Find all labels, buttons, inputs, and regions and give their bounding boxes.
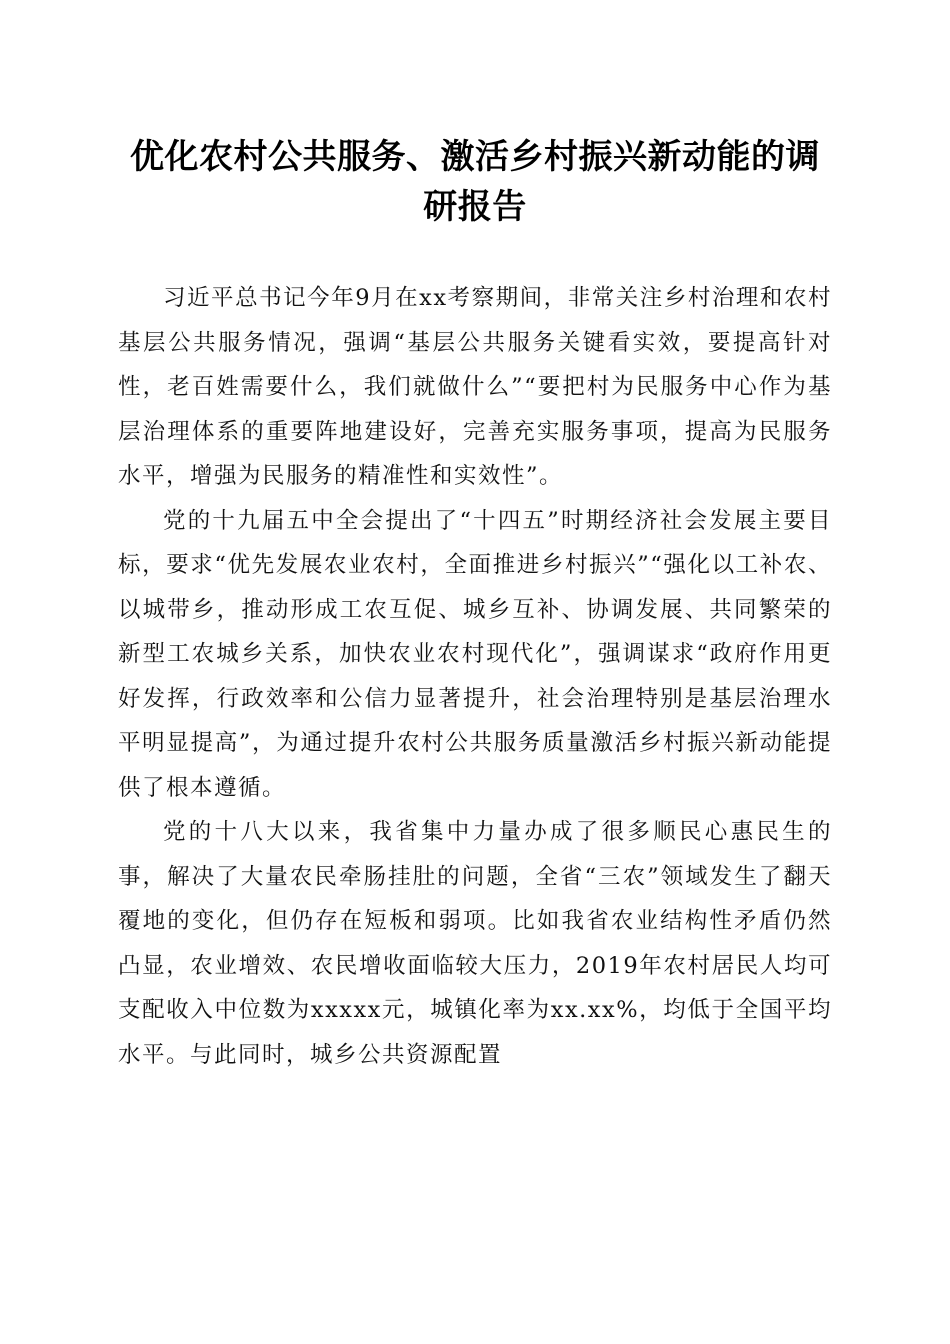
paragraph-2: 党的十九届五中全会提出了“十四五”时期经济社会发展主要目标，要求“优先发展农业农村，全面推进乡村振兴”“强化以工补农、以城带乡，推动形成工农互促、城乡互补、协调发展、共同繁荣的新型工农城乡关系，加快农业农村现代化”，强调谋求“政府作用更好发挥，行政效率和公信力显著提升，社会治理特别是基层治理水平明显提高”，为通过提升农村公共服务质量激活乡村振兴新动能提供了根本遵循。 (118, 507, 832, 801)
document-title: 优化农村公共服务、激活乡村振兴新动能的调研报告 (130, 137, 820, 227)
document-body (118, 276, 832, 1077)
paragraph-3: 党的十八大以来，我省集中力量办成了很多顺民心惠民生的事，解决了大量农民牵肠挂肚的问题，全省“三农”领域发生了翻天覆地的变化，但仍存在短板和弱项。比如我省农业结构性矛盾仍然凸显，农业增效、农民增收面临较大压力，2019年农村居民人均可支配收入中位数为xxxxx元，城镇化率为xx.xx%，均低于全国平均水平。与此同时，城乡公共资源配置 (118, 819, 832, 1068)
paragraph-1: 习近平总书记今年9月在xx考察期间，非常关注乡村治理和农村基层公共服务情况，强调“基层公共服务关键看实效，要提高针对性，老百姓需要什么，我们就做什么”“要把村为民服务中心作为基层治理体系的重要阵地建设好，完善充实服务事项，提高为民服务水平，增强为民服务的精准性和实效性”。 (118, 285, 832, 489)
